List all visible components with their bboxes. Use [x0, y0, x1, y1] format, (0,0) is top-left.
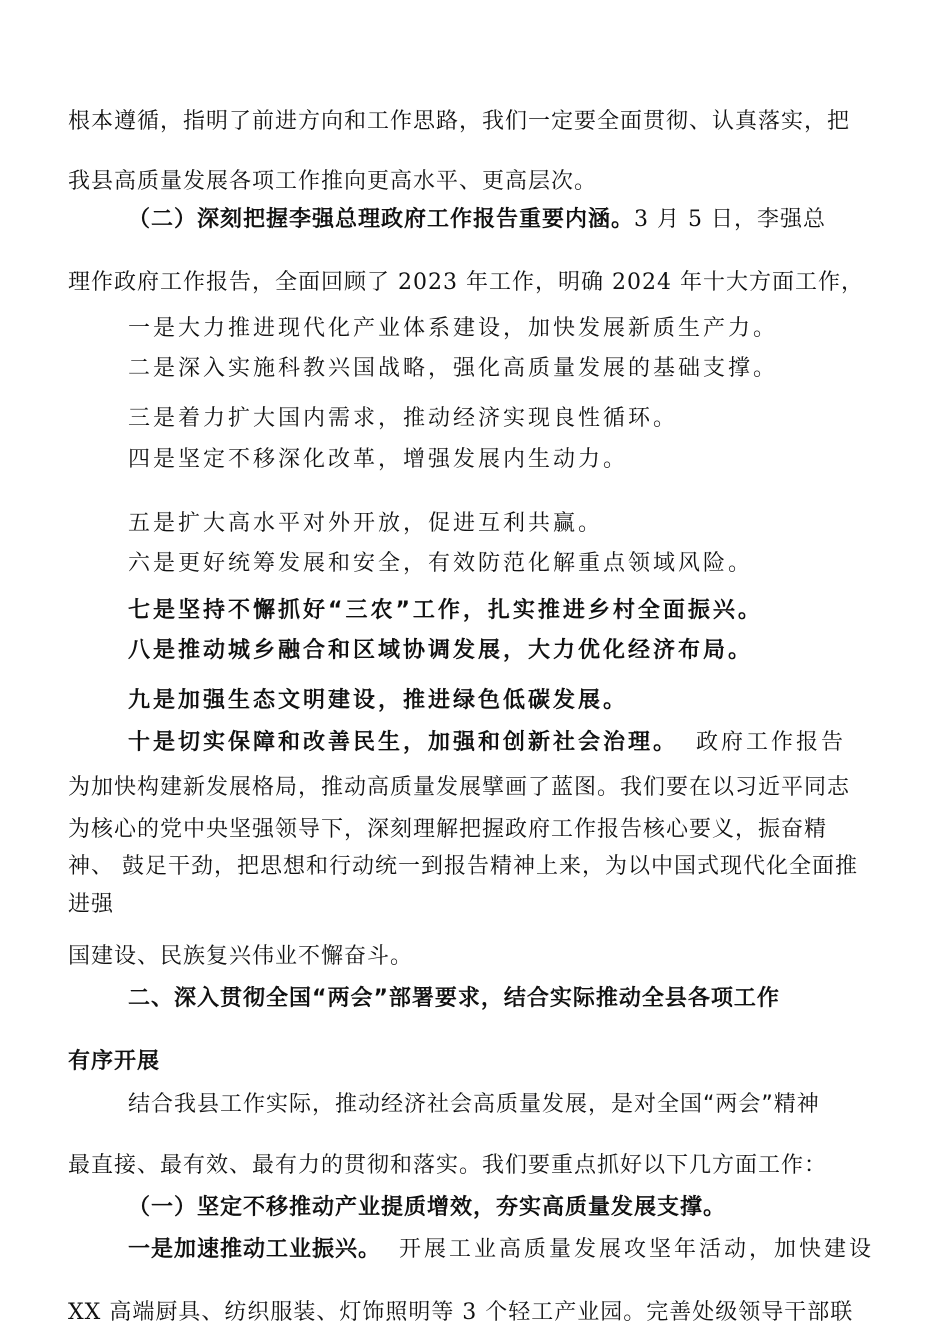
list-item: 五是扩大高水平对外开放，促进互利共赢。: [128, 511, 604, 536]
list-item: 六是更好统筹发展和安全，有效防范化解重点领域风险。: [128, 551, 754, 576]
chapter-heading: 二、深入贯彻全国“两会”部署要求，结合实际推动全县各项工作: [128, 986, 780, 1011]
text-line: 神、 鼓足干劲，把思想和行动统一到报告精神上来，为以中国式现代化全面推: [68, 854, 858, 879]
list-item: 一是大力推进现代化产业体系建设，加快发展新质生产力。: [128, 316, 779, 341]
list-item: 三是着力扩大国内需求，推动经济实现良性循环。: [128, 406, 679, 431]
section-heading: （一）坚定不移推动产业提质增效，夯实高质量发展支撑。: [128, 1195, 727, 1220]
list-item-bold: 一是加速推动工业振兴。: [128, 1237, 382, 1262]
section-paragraph: [128, 1235, 874, 1265]
chapter-heading: 有序开展: [68, 1049, 161, 1074]
list-item: 二是深入实施科教兴国战略，强化高质量发展的基础支撑。: [128, 356, 779, 381]
text-line: 根本遵循，指明了前进方向和工作思路，我们一定要全面贯彻、认真落实，把: [68, 109, 851, 134]
list-item: 四是坚定不移深化改革，增强发展内生动力。: [128, 447, 629, 472]
text-line: 进强: [68, 892, 115, 917]
list-item: [128, 728, 846, 758]
text-run: 开展工业高质量发展攻坚年活动，加快建设: [399, 1237, 875, 1262]
text-line: 最直接、最有效、最有力的贯彻和落实。我们要重点抓好以下几方面工作：: [68, 1153, 828, 1178]
text-line: XX 高端厨具、纺织服装、灯饰照明等 3 个轻工产业园。完善处级领导干部联: [68, 1300, 854, 1325]
list-item: 七是坚持不懈抓好“三农”工作，扎实推进乡村全面振兴。: [128, 598, 763, 623]
text-line: 为加快构建新发展格局，推动高质量发展擘画了蓝图。我们要在以习近平同志: [68, 775, 851, 800]
text-run: 3 月 5 日，李强总: [634, 207, 826, 232]
text-line: 结合我县工作实际，推动经济社会高质量发展，是对全国“两会”精神: [128, 1092, 820, 1117]
list-item: 八是推动城乡融合和区域协调发展，大力优化经济布局。: [128, 638, 754, 663]
text-line: 我县高质量发展各项工作推向更高水平、更高层次。: [68, 169, 598, 194]
section-heading: （二）深刻把握李强总理政府工作报告重要内涵。: [128, 207, 635, 232]
list-item-bold: 十是切实保障和改善民生，加强和创新社会治理。: [128, 730, 679, 755]
text-line: 为核心的党中央坚强领导下，深刻理解把握政府工作报告核心要义，振奋精: [68, 817, 828, 842]
text-line: 国建设、民族复兴伟业不懈奋斗。: [68, 944, 414, 969]
text-run: 政府工作报告: [696, 730, 847, 755]
list-item: 九是加强生态文明建设，推进绿色低碳发展。: [128, 688, 629, 713]
section-paragraph: [128, 205, 826, 235]
text-line: 理作政府工作报告，全面回顾了 2023 年工作，明确 2024 年十大方面工作，: [68, 270, 864, 295]
